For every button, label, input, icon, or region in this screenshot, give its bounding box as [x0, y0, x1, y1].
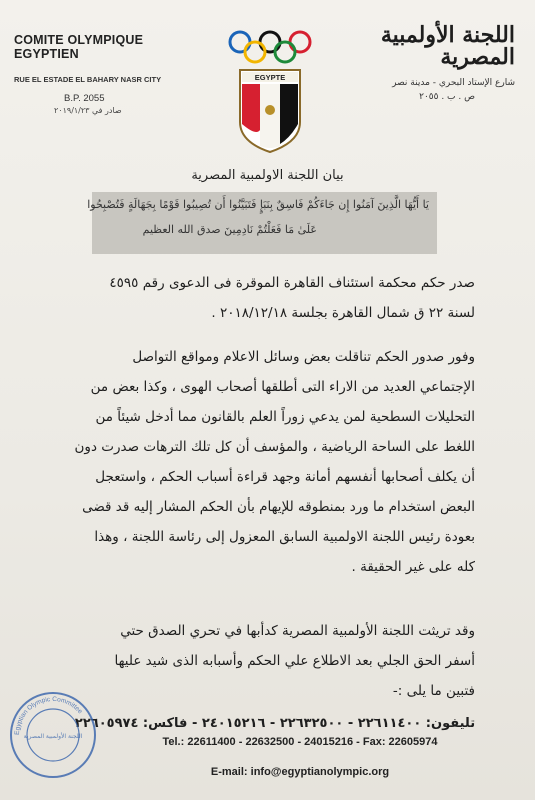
- paragraph-line: أسفر الحق الجلي بعد الاطلاع علي الحكم وأسبابه الذى شيد عليها: [114, 653, 475, 669]
- paragraph-line: فتبين ما يلى :-: [392, 683, 475, 699]
- paragraph-line: كله على غير الحقيقة .: [351, 559, 475, 575]
- issue-date: صادر في ٢٠١٩/١/٢٣: [54, 106, 122, 115]
- paragraph-line: وقد تريثت اللجنة الأولمبية المصرية كدأبها في تحري الصدق حتي: [120, 623, 475, 639]
- address-fr: RUE EL ESTADE EL BAHARY NASR CITY: [14, 75, 162, 84]
- header-right: [315, 24, 515, 102]
- logo-label: EGYPTE: [254, 73, 286, 82]
- green-ring-icon: [275, 42, 295, 62]
- paragraph-line: صدر حكم محكمة استئناف القاهرة الموقرة فى الدعوى رقم ٤٥٩٥: [109, 275, 475, 291]
- yellow-ring-icon: [245, 42, 265, 62]
- stamp-seal: [8, 690, 98, 780]
- paragraph-line: بعودة رئيس اللجنة الاولمبية السابق المعزول إلى رئاسة اللجنة ، وهذا: [94, 529, 475, 545]
- paragraph-line: لسنة ٢٢ ق شمال القاهرة بجلسة ٢٠١٨/١٢/١٨ .: [211, 305, 475, 321]
- paragraph-line: أن يكلف أصحابها أنفسهم أمانة وجهد قراءة أسباب الحكم ، واستعجل: [95, 469, 475, 485]
- org-name-fr: COMITE OLYMPIQUE EGYPTIEN: [14, 33, 144, 61]
- paragraph-1: [55, 268, 475, 328]
- paragraph-3: [55, 616, 475, 706]
- paragraph-line: وفور صدور الحكم تناقلت بعض وسائل الاعلام ومواقع التواصل: [132, 349, 475, 365]
- verse-highlight: [87, 192, 437, 254]
- verse-line-2: عَلَىٰ مَا فَعَلْتُمْ نَادِمِينَ صدق الله العظيم: [142, 223, 317, 236]
- po-box-ar: ص . ب . ٢٠٥٥: [419, 92, 475, 102]
- header-left: [14, 33, 194, 115]
- verse-line-1: يَا أَيُّهَا الَّذِينَ آمَنُوا إِن جَاءَكُمْ فَاسِقٌ بِنَبَإٍ فَتَبَيَّنُوا أَن تُصِيبُوا قَوْمًا بِجَهَالَةٍ فَتُصْبِحُوا: [87, 198, 429, 211]
- address-ar: شارع الإستاد البحري - مدينة نصر: [392, 78, 515, 88]
- document-title: بيان اللجنة الاولمبية المصرية: [191, 168, 344, 183]
- paragraph-line: الإجتماعي العديد من الاراء التى أطلقها أصحاب الهوى ، وكذا بعض من: [90, 379, 475, 395]
- olympic-logo: [220, 26, 320, 156]
- paragraph-line: البعض استخدام ما ورد بمنطوقه للإيهام بأن الحكم المشار إليه قد قضى: [82, 499, 475, 515]
- stamp-text-en: Egyptian Olympic Committee: [13, 695, 84, 736]
- footer-email: E-mail: info@egyptianolympic.org: [210, 766, 390, 778]
- footer-phone-en: Tel.: 22611400 - 22632500 - 24015216 - Fax: 22605974: [162, 736, 438, 748]
- paragraph-line: التحليلات السطحية لمن يدعي زوراً العلم بالقانون مما أدخل شيئاً من: [95, 409, 475, 425]
- footer-phone-ar: تليفون: ٢٢٦١١٤٠٠ - ٢٢٦٣٢٥٠٠ - ٢٤٠١٥٢١٦ - فاكس: ٢٢٦٠٥٩٧٤: [74, 716, 476, 731]
- po-box-fr: B.P. 2055: [64, 93, 105, 104]
- egypt-shield-icon: [240, 70, 300, 152]
- paragraph-line: اللغط على الساحة الرياضية ، والمؤسف أن كل تلك الترهات صدرت دون: [74, 439, 475, 455]
- paragraph-2: [55, 342, 475, 582]
- stamp-text-ar: اللجنة الأولمبية المصرية: [23, 733, 83, 740]
- org-name-ar: اللجنة الأولمبية المصرية: [380, 22, 515, 70]
